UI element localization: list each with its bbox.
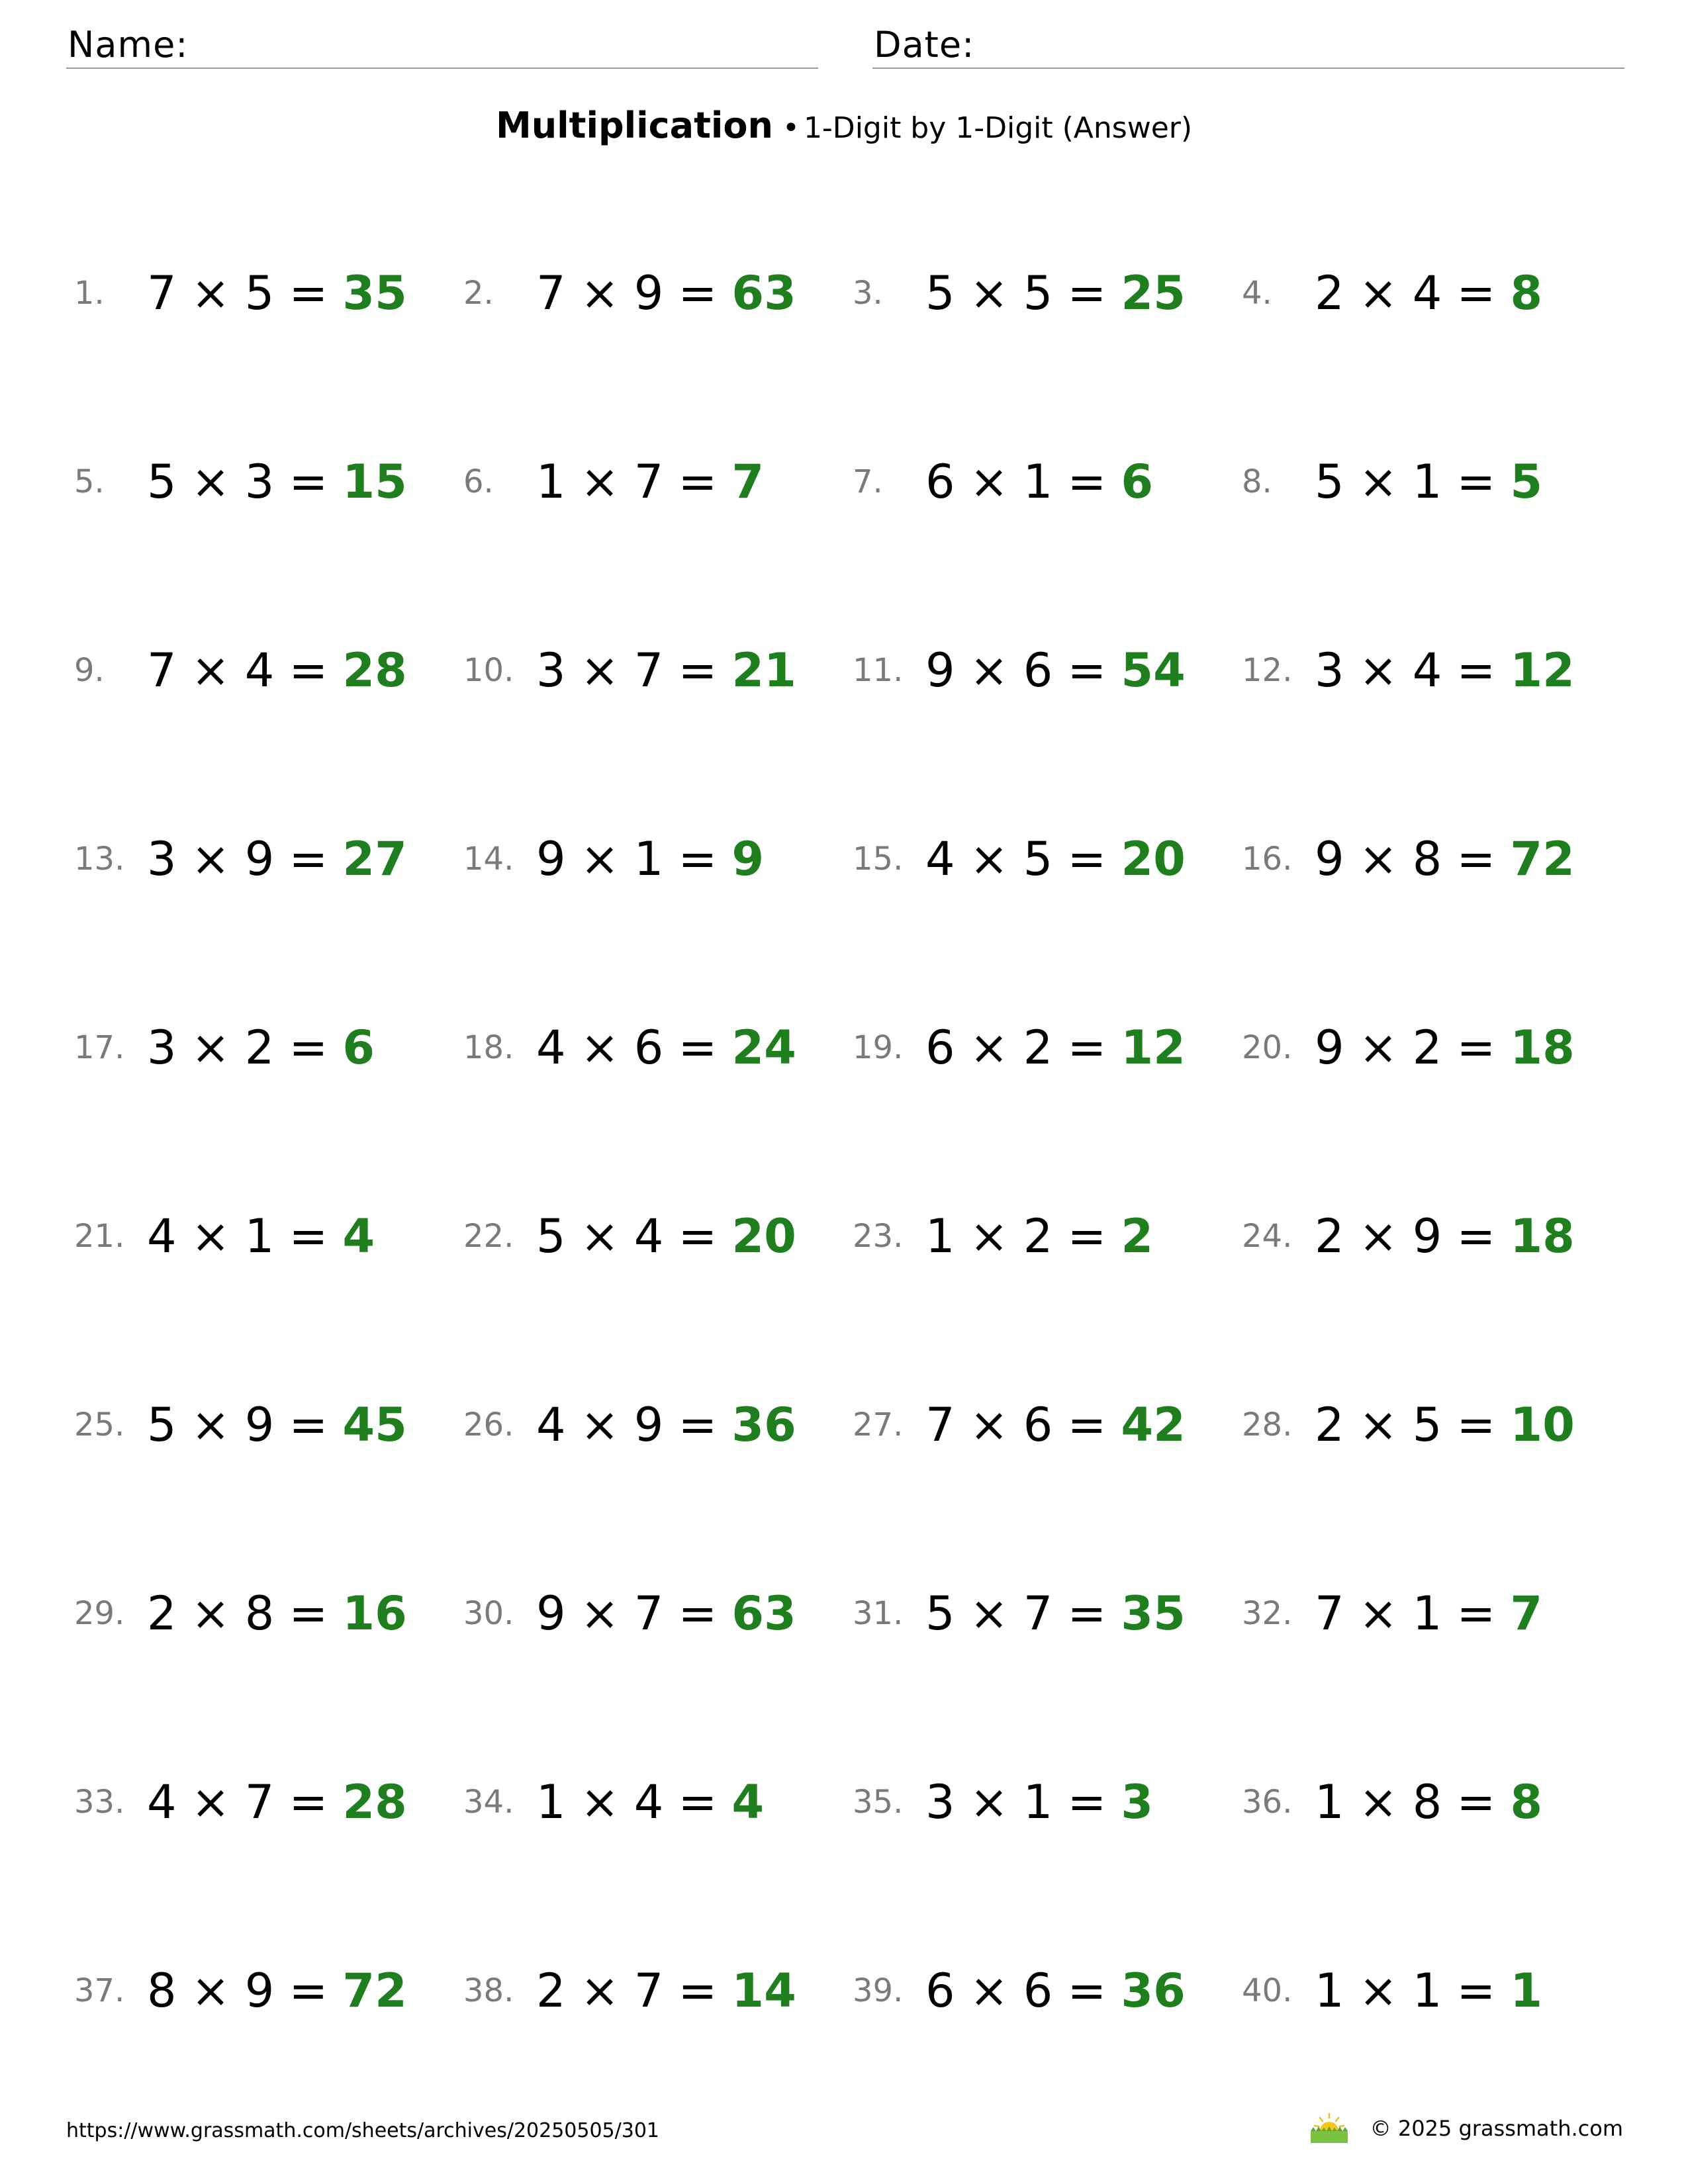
problem-expression: 9 × 6 = bbox=[925, 643, 1121, 698]
problem-expression: 1 × 1 = bbox=[1315, 1963, 1511, 2018]
problem-item bbox=[463, 1734, 853, 1870]
problem-item bbox=[1242, 791, 1630, 927]
problem-answer: 9 bbox=[731, 831, 765, 886]
problem-number: 39. bbox=[853, 1972, 904, 2009]
problem-item bbox=[463, 1545, 853, 1681]
problem-expression: 3 × 2 = bbox=[147, 1020, 343, 1075]
problem-expression: 4 × 1 = bbox=[147, 1208, 343, 1263]
problem-item bbox=[463, 1168, 853, 1304]
problem-expression: 2 × 8 = bbox=[147, 1586, 343, 1641]
problem-item bbox=[74, 1168, 463, 1304]
problem-number: 38. bbox=[463, 1972, 514, 2009]
date-field[interactable] bbox=[872, 24, 1624, 69]
problem-answer: 4 bbox=[731, 1774, 765, 1829]
problem-expression: 4 × 9 = bbox=[536, 1397, 732, 1452]
problem-answer: 24 bbox=[731, 1020, 796, 1075]
problem-item bbox=[1242, 414, 1630, 549]
problem-answer: 2 bbox=[1121, 1208, 1154, 1263]
problem-expression: 1 × 4 = bbox=[536, 1774, 732, 1829]
problem-expression: 2 × 9 = bbox=[1315, 1208, 1511, 1263]
problem-answer: 12 bbox=[1121, 1020, 1186, 1075]
problem-answer: 35 bbox=[342, 265, 407, 320]
problem-number: 12. bbox=[1242, 651, 1293, 689]
problem-answer: 18 bbox=[1510, 1020, 1575, 1075]
problem-number: 19. bbox=[853, 1028, 904, 1066]
problem-expression: 5 × 9 = bbox=[147, 1397, 343, 1452]
problem-number: 8. bbox=[1242, 463, 1272, 500]
problem-item bbox=[74, 1734, 463, 1870]
problem-expression: 2 × 4 = bbox=[1315, 265, 1511, 320]
problem-number: 2. bbox=[463, 274, 494, 312]
problem-expression: 3 × 7 = bbox=[536, 643, 732, 698]
problem-expression: 3 × 4 = bbox=[1315, 643, 1511, 698]
problem-number: 20. bbox=[1242, 1028, 1293, 1066]
problem-item bbox=[853, 225, 1242, 361]
problem-expression: 9 × 8 = bbox=[1315, 831, 1511, 886]
problem-answer: 6 bbox=[1121, 454, 1154, 509]
problem-number: 14. bbox=[463, 840, 514, 878]
problem-answer: 28 bbox=[342, 643, 407, 698]
problem-expression: 3 × 9 = bbox=[147, 831, 343, 886]
problem-item bbox=[74, 791, 463, 927]
problem-answer: 72 bbox=[342, 1963, 407, 2018]
problem-number: 24. bbox=[1242, 1217, 1293, 1255]
problem-item bbox=[74, 979, 463, 1115]
problem-item bbox=[1242, 1168, 1630, 1304]
problem-number: 29. bbox=[74, 1594, 125, 1632]
problem-answer: 5 bbox=[1510, 454, 1543, 509]
problem-number: 23. bbox=[853, 1217, 904, 1255]
problem-expression: 2 × 7 = bbox=[536, 1963, 732, 2018]
name-label: Name: bbox=[68, 24, 189, 66]
problem-answer: 27 bbox=[342, 831, 407, 886]
problem-number: 13. bbox=[74, 840, 125, 878]
problem-number: 32. bbox=[1242, 1594, 1293, 1632]
problem-answer: 4 bbox=[342, 1208, 375, 1263]
problem-expression: 9 × 2 = bbox=[1315, 1020, 1511, 1075]
problem-expression: 2 × 5 = bbox=[1315, 1397, 1511, 1452]
problem-number: 7. bbox=[853, 463, 883, 500]
problem-number: 1. bbox=[74, 274, 105, 312]
problem-answer: 7 bbox=[1510, 1586, 1543, 1641]
footer-url: https://www.grassmath.com/sheets/archives/20250505/301 bbox=[66, 2119, 660, 2142]
problem-number: 40. bbox=[1242, 1972, 1293, 2009]
problem-item bbox=[1242, 1734, 1630, 1870]
problem-expression: 9 × 7 = bbox=[536, 1586, 732, 1641]
problem-expression: 9 × 1 = bbox=[536, 831, 732, 886]
problem-item bbox=[853, 979, 1242, 1115]
problem-number: 16. bbox=[1242, 840, 1293, 878]
problem-number: 21. bbox=[74, 1217, 125, 1255]
problem-answer: 7 bbox=[731, 454, 765, 509]
problem-item bbox=[74, 602, 463, 738]
problem-item bbox=[74, 1357, 463, 1492]
problem-item bbox=[853, 1168, 1242, 1304]
problem-answer: 63 bbox=[731, 1586, 796, 1641]
problem-item bbox=[74, 414, 463, 549]
problem-number: 4. bbox=[1242, 274, 1272, 312]
problem-expression: 7 × 9 = bbox=[536, 265, 732, 320]
problem-expression: 5 × 3 = bbox=[147, 454, 343, 509]
problem-expression: 6 × 6 = bbox=[925, 1963, 1121, 2018]
problem-expression: 8 × 9 = bbox=[147, 1963, 343, 2018]
problem-item bbox=[853, 414, 1242, 549]
problem-answer: 16 bbox=[342, 1586, 407, 1641]
problem-number: 36. bbox=[1242, 1783, 1293, 1821]
footer-branding bbox=[1308, 2113, 1623, 2144]
problem-item bbox=[463, 791, 853, 927]
problem-expression: 1 × 7 = bbox=[536, 454, 732, 509]
date-label: Date: bbox=[874, 24, 975, 66]
problem-item bbox=[1242, 1357, 1630, 1492]
title-main: Multiplication bbox=[495, 105, 773, 146]
problem-answer: 25 bbox=[1121, 265, 1186, 320]
problem-answer: 15 bbox=[342, 454, 407, 509]
problem-expression: 5 × 5 = bbox=[925, 265, 1121, 320]
problem-number: 27. bbox=[853, 1406, 904, 1443]
problem-answer: 8 bbox=[1510, 1774, 1543, 1829]
problem-item bbox=[853, 1545, 1242, 1681]
problem-expression: 4 × 7 = bbox=[147, 1774, 343, 1829]
problem-item bbox=[463, 602, 853, 738]
problem-item bbox=[1242, 225, 1630, 361]
problem-item bbox=[1242, 602, 1630, 738]
problem-expression: 7 × 6 = bbox=[925, 1397, 1121, 1452]
problem-item bbox=[74, 225, 463, 361]
problem-number: 3. bbox=[853, 274, 883, 312]
problem-number: 5. bbox=[74, 463, 105, 500]
problem-answer: 45 bbox=[342, 1397, 407, 1452]
problem-answer: 8 bbox=[1510, 265, 1543, 320]
grass-sun-logo-icon bbox=[1308, 2113, 1350, 2144]
problem-item bbox=[1242, 1923, 1630, 2058]
problem-item bbox=[1242, 1545, 1630, 1681]
problem-expression: 7 × 4 = bbox=[147, 643, 343, 698]
problem-expression: 1 × 2 = bbox=[925, 1208, 1121, 1263]
problem-answer: 18 bbox=[1510, 1208, 1575, 1263]
problem-expression: 5 × 4 = bbox=[536, 1208, 732, 1263]
problem-answer: 3 bbox=[1121, 1774, 1154, 1829]
problem-answer: 20 bbox=[1121, 831, 1186, 886]
problem-answer: 63 bbox=[731, 265, 796, 320]
problem-number: 28. bbox=[1242, 1406, 1293, 1443]
problem-item bbox=[853, 1923, 1242, 2058]
problem-item bbox=[853, 1357, 1242, 1492]
problem-number: 18. bbox=[463, 1028, 514, 1066]
problem-answer: 54 bbox=[1121, 643, 1186, 698]
problem-number: 35. bbox=[853, 1783, 904, 1821]
problem-number: 26. bbox=[463, 1406, 514, 1443]
problem-expression: 3 × 1 = bbox=[925, 1774, 1121, 1829]
problem-expression: 7 × 1 = bbox=[1315, 1586, 1511, 1641]
problem-number: 22. bbox=[463, 1217, 514, 1255]
problem-expression: 4 × 5 = bbox=[925, 831, 1121, 886]
problem-item bbox=[74, 1545, 463, 1681]
problem-grid bbox=[74, 225, 1630, 2111]
problem-expression: 6 × 1 = bbox=[925, 454, 1121, 509]
problem-expression: 5 × 1 = bbox=[1315, 454, 1511, 509]
problem-answer: 35 bbox=[1121, 1586, 1186, 1641]
footer-copyright: © 2025 grassmath.com bbox=[1370, 2116, 1623, 2141]
title-subtitle: 1-Digit by 1-Digit (Answer) bbox=[803, 111, 1193, 145]
problem-number: 25. bbox=[74, 1406, 125, 1443]
problem-number: 37. bbox=[74, 1972, 125, 2009]
problem-answer: 1 bbox=[1510, 1963, 1543, 2018]
title-separator: • bbox=[782, 111, 800, 145]
problem-item bbox=[463, 979, 853, 1115]
problem-answer: 21 bbox=[731, 643, 796, 698]
problem-item bbox=[463, 1923, 853, 2058]
problem-item bbox=[74, 1923, 463, 2058]
problem-expression: 7 × 5 = bbox=[147, 265, 343, 320]
problem-number: 17. bbox=[74, 1028, 125, 1066]
problem-answer: 10 bbox=[1510, 1397, 1575, 1452]
problem-answer: 6 bbox=[342, 1020, 375, 1075]
problem-item bbox=[1242, 979, 1630, 1115]
problem-number: 10. bbox=[463, 651, 514, 689]
problem-item bbox=[853, 1734, 1242, 1870]
problem-number: 15. bbox=[853, 840, 904, 878]
problem-answer: 20 bbox=[731, 1208, 796, 1263]
problem-number: 33. bbox=[74, 1783, 125, 1821]
problem-number: 11. bbox=[853, 651, 904, 689]
problem-answer: 72 bbox=[1510, 831, 1575, 886]
problem-answer: 42 bbox=[1121, 1397, 1186, 1452]
worksheet-title bbox=[0, 105, 1688, 146]
problem-answer: 36 bbox=[1121, 1963, 1186, 2018]
problem-item bbox=[463, 414, 853, 549]
problem-item bbox=[463, 1357, 853, 1492]
problem-item bbox=[853, 602, 1242, 738]
problem-number: 34. bbox=[463, 1783, 514, 1821]
name-field[interactable] bbox=[66, 24, 818, 69]
problem-answer: 28 bbox=[342, 1774, 407, 1829]
problem-answer: 12 bbox=[1510, 643, 1575, 698]
problem-item bbox=[853, 791, 1242, 927]
problem-number: 9. bbox=[74, 651, 105, 689]
problem-expression: 5 × 7 = bbox=[925, 1586, 1121, 1641]
problem-number: 30. bbox=[463, 1594, 514, 1632]
problem-expression: 6 × 2 = bbox=[925, 1020, 1121, 1075]
problem-number: 6. bbox=[463, 463, 494, 500]
problem-answer: 36 bbox=[731, 1397, 796, 1452]
problem-number: 31. bbox=[853, 1594, 904, 1632]
problem-item bbox=[463, 225, 853, 361]
problem-expression: 4 × 6 = bbox=[536, 1020, 732, 1075]
problem-expression: 1 × 8 = bbox=[1315, 1774, 1511, 1829]
problem-answer: 14 bbox=[731, 1963, 796, 2018]
